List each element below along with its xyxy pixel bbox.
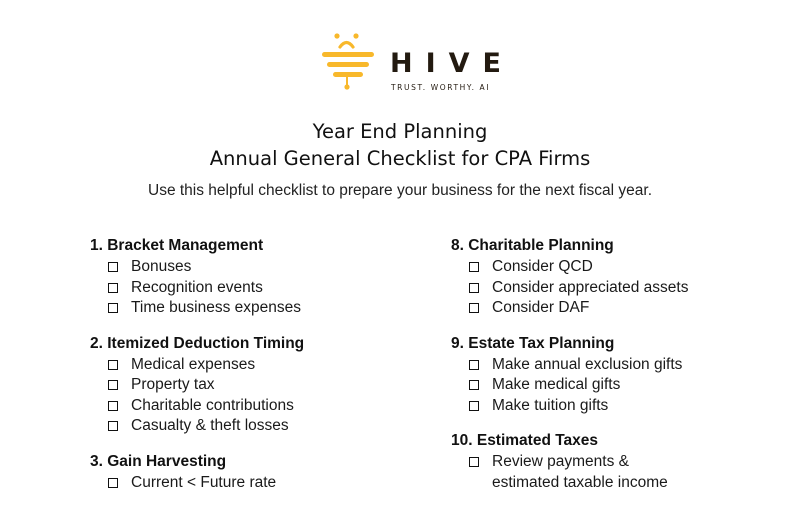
checklist-item[interactable]: Charitable contributions bbox=[108, 396, 410, 417]
section-itemized-deduction-timing bbox=[90, 333, 410, 437]
checkbox-icon[interactable] bbox=[108, 478, 118, 488]
checklist-item[interactable]: Make medical gifts bbox=[469, 375, 751, 396]
right-column bbox=[451, 235, 751, 507]
checklist-item[interactable]: Time business expenses bbox=[108, 298, 410, 319]
section-title: 10. Estimated Taxes bbox=[451, 432, 599, 449]
checkbox-icon[interactable] bbox=[108, 401, 118, 411]
checkbox-icon[interactable] bbox=[469, 380, 479, 390]
bee-icon bbox=[320, 28, 380, 98]
checklist-item[interactable]: Recognition events bbox=[108, 278, 410, 299]
page-subtitle-title: Annual General Checklist for CPA Firms bbox=[209, 147, 591, 170]
checkbox-icon[interactable] bbox=[108, 360, 118, 370]
section-estimated-taxes bbox=[451, 430, 751, 493]
checklist-item[interactable]: Property tax bbox=[108, 375, 410, 396]
checklist-item[interactable]: Make tuition gifts bbox=[469, 396, 751, 417]
checklist-item[interactable]: Consider appreciated assets bbox=[469, 278, 751, 299]
checklist-item[interactable]: Make annual exclusion gifts bbox=[469, 355, 751, 376]
page-title: Year End Planning bbox=[312, 120, 488, 143]
checkbox-icon[interactable] bbox=[108, 380, 118, 390]
checkbox-icon[interactable] bbox=[108, 421, 118, 431]
checkbox-icon[interactable] bbox=[469, 360, 479, 370]
section-title: 2. Itemized Deduction Timing bbox=[90, 334, 305, 352]
section-estate-tax-planning bbox=[451, 333, 751, 417]
checkbox-icon[interactable] bbox=[469, 457, 479, 467]
section-title: 8. Charitable Planning bbox=[451, 237, 614, 254]
checklist-item[interactable]: Medical expenses bbox=[108, 355, 410, 376]
intro-text: Use this helpful checklist to prepare your business for the next fiscal year. bbox=[148, 182, 652, 199]
hive-logo bbox=[320, 28, 514, 98]
section-charitable-planning bbox=[451, 235, 751, 319]
checkbox-icon[interactable] bbox=[469, 283, 479, 293]
left-column bbox=[90, 235, 410, 507]
checklist-item[interactable]: Review payments & estimated taxable income bbox=[469, 452, 699, 493]
section-title: 1. Bracket Management bbox=[90, 237, 264, 254]
section-title: 3. Gain Harvesting bbox=[90, 452, 227, 470]
logo-wordmark: HIVE bbox=[390, 48, 514, 79]
checkbox-icon[interactable] bbox=[469, 262, 479, 272]
checkbox-icon[interactable] bbox=[469, 303, 479, 313]
checkbox-icon[interactable] bbox=[108, 303, 118, 313]
section-bracket-management bbox=[90, 235, 410, 319]
checkbox-icon[interactable] bbox=[108, 262, 118, 272]
checklist-item[interactable]: Consider QCD bbox=[469, 257, 751, 278]
checklist-item[interactable]: Bonuses bbox=[108, 257, 410, 278]
section-gain-harvesting bbox=[90, 451, 410, 494]
checklist-item[interactable]: Casualty & theft losses bbox=[108, 416, 410, 437]
checklist-item[interactable]: Consider DAF bbox=[469, 298, 751, 319]
checklist-item[interactable]: Current < Future rate bbox=[108, 473, 410, 494]
checkbox-icon[interactable] bbox=[469, 401, 479, 411]
logo-tagline: TRUST. WORTHY. AI bbox=[391, 83, 491, 92]
section-title: 9. Estate Tax Planning bbox=[451, 334, 615, 352]
checkbox-icon[interactable] bbox=[108, 283, 118, 293]
